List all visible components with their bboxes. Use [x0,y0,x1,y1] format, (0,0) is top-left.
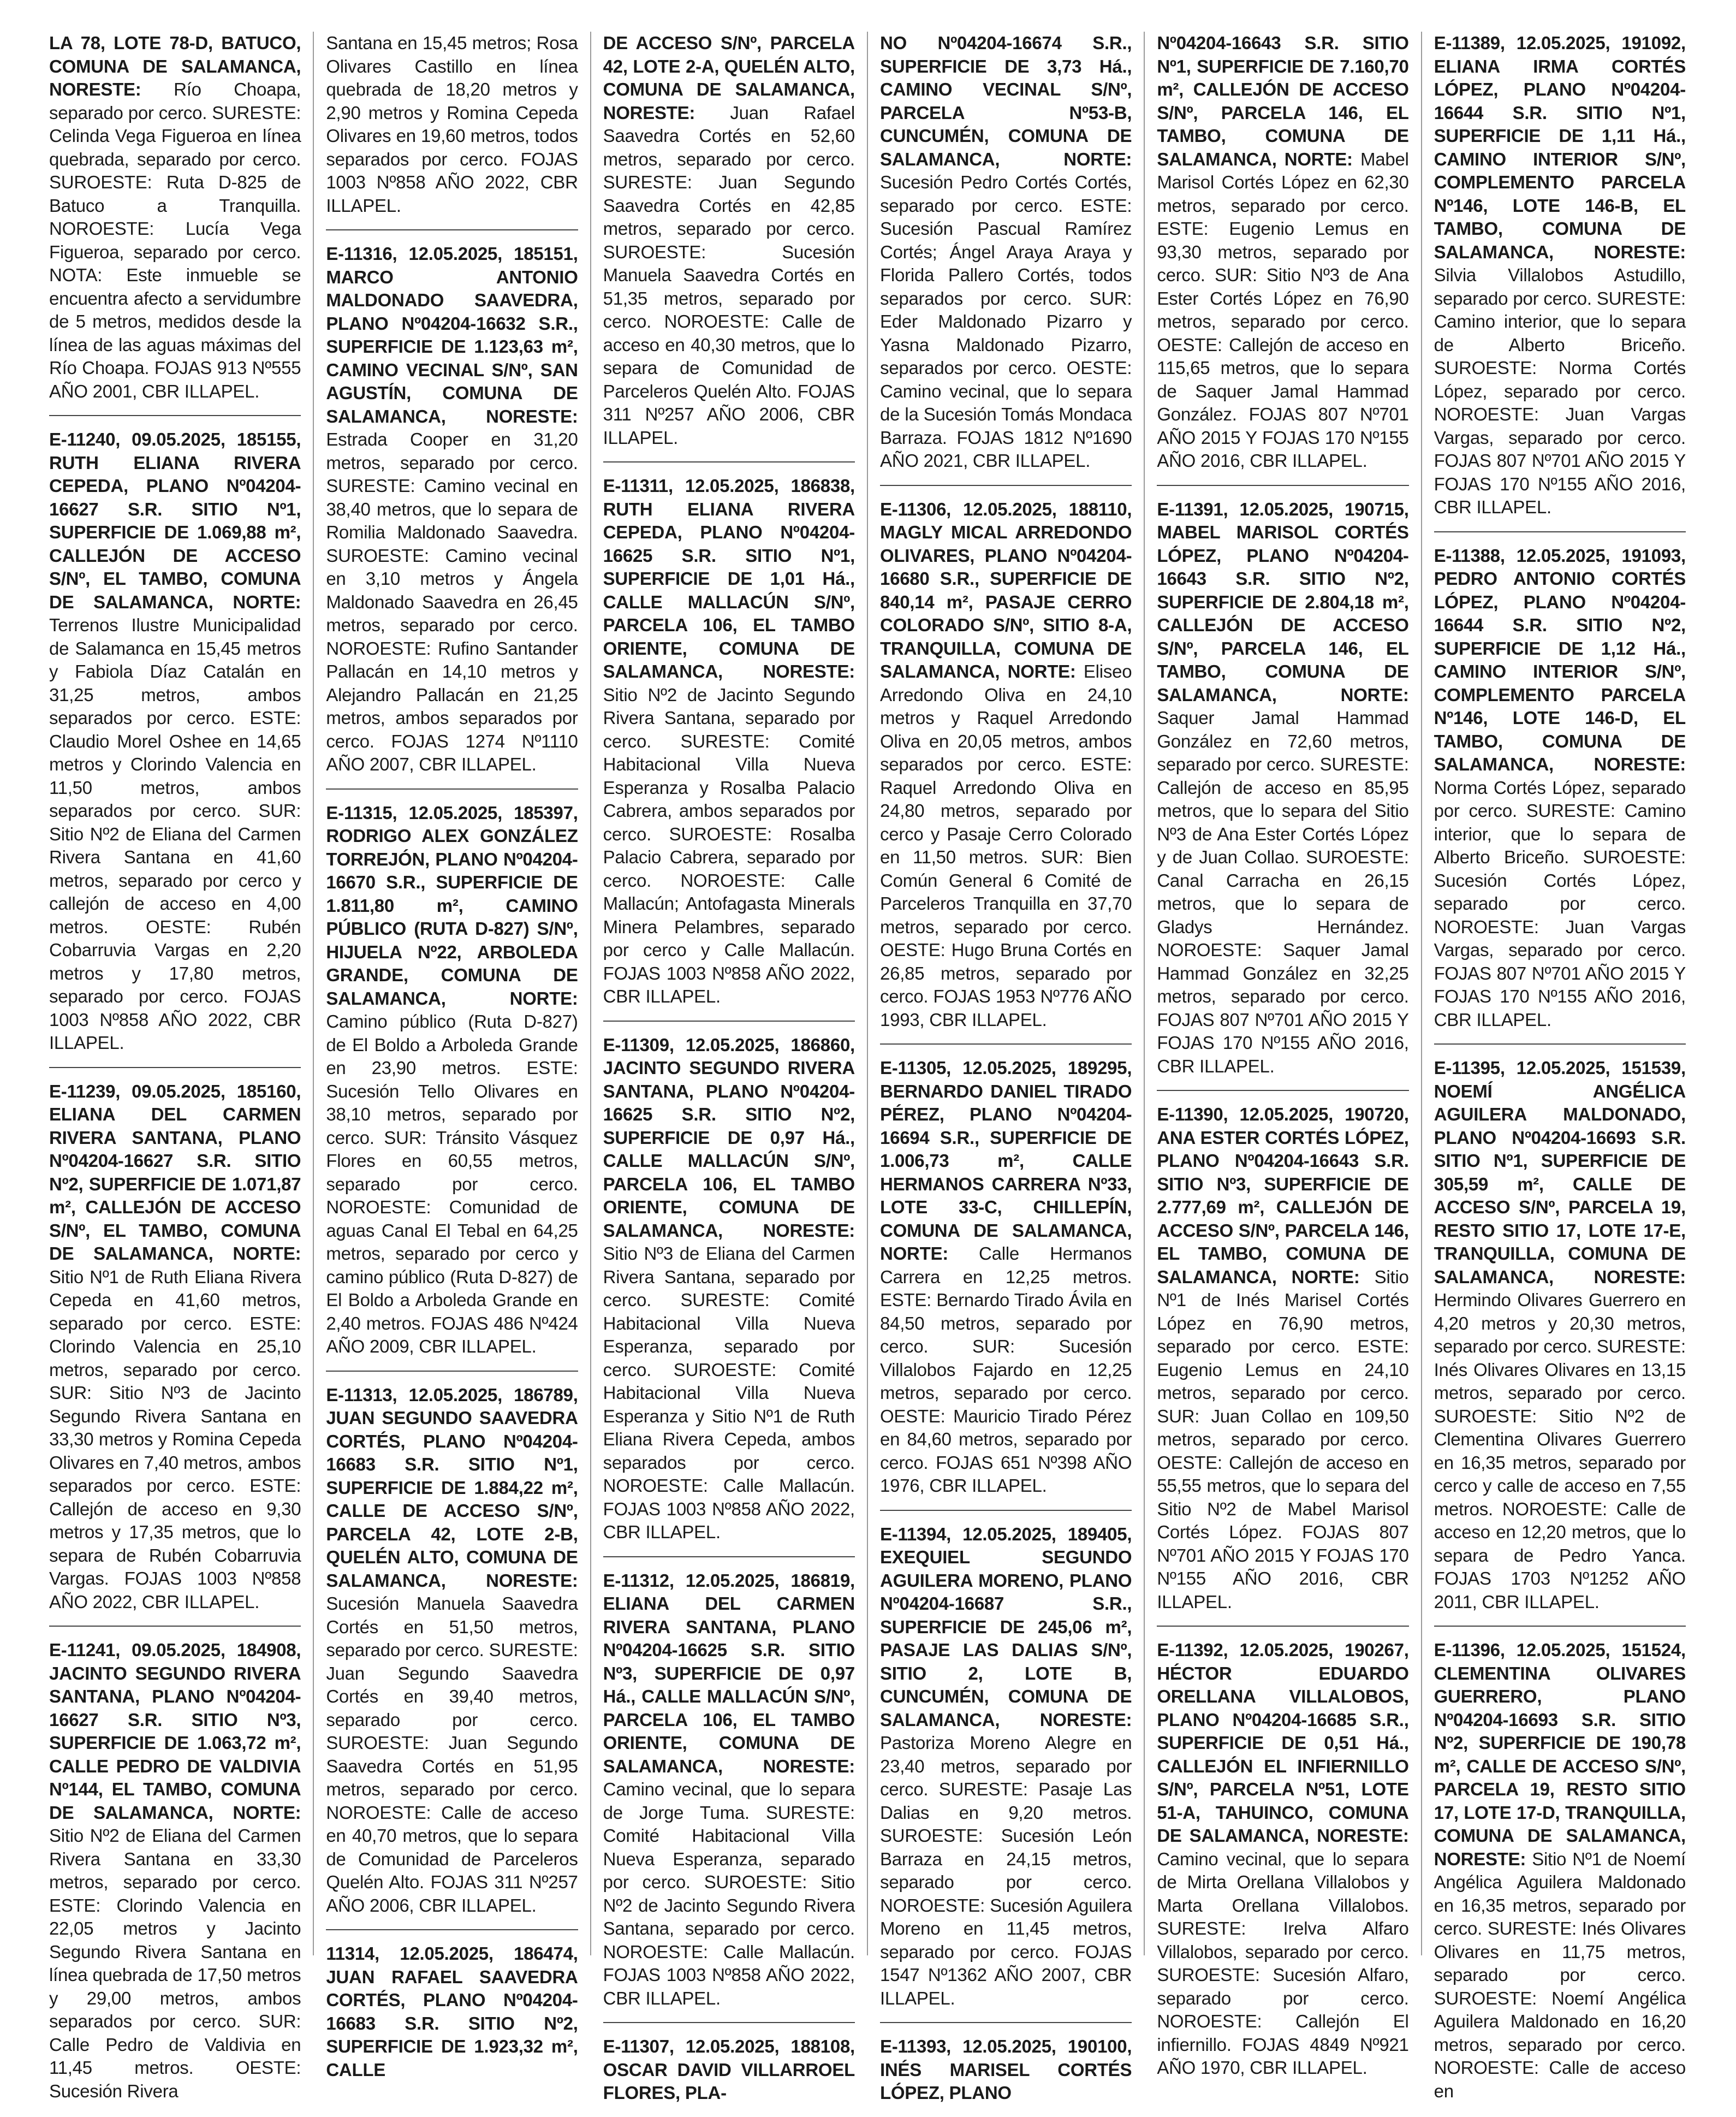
notice-body: Calle Hermanos Carrera en 12,25 metros. ESTE: Bernardo Tirado Ávila en 84,50 metros, separado por cerco. SUR: Sucesión Villalobos Fajardo en 12,25 metros, separado por cerco. OESTE: Mauricio Tirado Pérez en 84,60 metros, separado por cerco. FOJAS 651 Nº398 AÑO 1976, CBR ILLAPEL. [879,1243,1132,1496]
notice-heading: Nº04204-16643 S.R. SITIO Nº1, SUPERFICIE DE 7.160,70 m², CALLEJÓN DE ACCESO S/Nº, PARCELA 146, EL TAMBO, COMUNA DE SALAMANCA, NORTE: [1157,33,1409,169]
notice-body: Sucesión Manuela Saavedra Cortés en 51,50 metros, separado por cerco. SURESTE: Juan Segundo Saavedra Cortés en 39,40 metros, separado por cerco. SUROESTE: Juan Segundo Saavedra Cortés en 51,95 metros, separado por cerco. NOROESTE: Calle de acceso en 40,70 metros, que lo separa de Comunidad de Parceleros Quelén Alto. FOJAS 311 Nº257 AÑO 2006, CBR ILLAPEL. [326,1593,578,1916]
notice-heading: E-11311, 12.05.2025, 186838, RUTH ELIANA RIVERA CEPEDA, PLANO Nº04204-16625 S.R. SITIO Nº1, SUPERFICIE DE 1,01 Há., CALLE MALLACÚN S/Nº, PARCELA 106, EL TAMBO ORIENTE, COMUNA DE SALAMANCA, NORESTE: [603,476,855,681]
notice-body: Eliseo Arredondo Oliva en 24,10 metros y Raquel Arredondo Oliva en 20,05 metros, ambos separados por cerco. ESTE: Raquel Arredondo Oliva en 24,80 metros, separado por cerco y Pasaje Cerro Colorado en 11,50 metros. SUR: Bien Común General 6 Comité de Parceleros Tranquilla en 37,70 metros, separado por cerco. OESTE: Hugo Bruna Cortés en 26,85 metros, separado por cerco. FOJAS 1953 Nº776 AÑO 1993, CBR ILLAPEL. [879,661,1132,1030]
notice-heading: E-11316, 12.05.2025, 185151, MARCO ANTONIO MALDONADO SAAVEDRA, PLANO Nº04204-16632 S.R., SUPERFICIE DE 1.123,63 m², CAMINO VECINAL S/Nº, SAN AGUSTÍN, COMUNA DE SALAMANCA, NORESTE: [326,244,578,426]
notice-heading: E-11239, 09.05.2025, 185160, ELIANA DEL CARMEN RIVERA SANTANA, PLANO Nº04204-16627 S.R. SITIO Nº2, SUPERFICIE DE 1.071,87 m², CALLEJÓN DE ACCESO S/Nº, EL TAMBO, COMUNA DE SALAMANCA, NORTE: [49,1081,301,1264]
notice-entry [603,2035,855,2117]
notice-heading: LA 78, LOTE 78-D, BATUCO, COMUNA DE SALAMANCA, NORESTE: [49,33,301,99]
notice-entry [326,1942,578,2094]
notice-heading: E-11392, 12.05.2025, 190267, HÉCTOR EDUARDO ORELLANA VILLALOBOS, PLANO Nº04204-16685 S.R., SUPERFICIE DE 0,51 Há., CALLEJÓN EL INFIERNILLO S/Nº, PARCELA Nº51, LOTE 51-A, TAHUINCO, COMUNA DE SALAMANCA, NORESTE: [1157,1640,1409,1846]
notice-entry [1157,498,1408,1092]
notice-body: Saquer Jamal Hammad González en 72,60 metros, separado por cerco. SURESTE: Callejón de acceso en 85,95 metros, que lo separa del Sitio Nº3 de Ana Ester Cortés López y de Juan Collao. SUROESTE: Canal Carracha en 26,15 metros, que lo separa de Gladys Hernández. NOROESTE: Saquer Jamal Hammad González en 32,25 metros, separado por cerco. FOJAS 807 Nº701 AÑO 2015 Y FOJAS 170 Nº155 AÑO 2016, CBR ILLAPEL. [1157,708,1409,1076]
notice-entry [1157,1103,1408,1627]
notice-body: Sitio Nº2 de Eliana del Carmen Rivera Santana en 33,30 metros, separado por cerco. ESTE: Clorindo Valencia en 22,05 metros y Jacinto Segundo Rivera Santana en línea quebrada de 17,50 metros y 29,00 metros, ambos separados por cerco. SUR: Calle Pedro de Valdivia en 11,45 metros. OESTE: Sucesión Rivera [49,1825,301,2101]
notice-heading: 11314, 12.05.2025, 186474, JUAN RAFAEL SAAVEDRA CORTÉS, PLANO Nº04204-16683 S.R. SITIO Nº2, SUPERFICIE DE 1.923,32 m², CALLE [326,1943,578,2080]
notice-body: Estrada Cooper en 31,20 metros, separado por cerco. SURESTE: Camino vecinal en 38,40 metros, que lo separa de Romilia Maldonado Saavedra. SUROESTE: Camino vecinal en 3,10 metros y Ángela Maldonado Saavedra en 26,45 metros, separado por cerco. NOROESTE: Rufino Santander Pallacán en 14,10 metros y Alejandro Pallacán en 21,25 metros, ambos separados por cerco. FOJAS 1274 Nº1110 AÑO 2007, CBR ILLAPEL. [326,429,578,774]
notice-entry [1434,32,1686,532]
notice-heading: E-11396, 12.05.2025, 151524, CLEMENTINA OLIVARES GUERRERO, PLANO Nº04204-16693 S.R. SITIO Nº2, SUPERFICIE DE 190,78 m², CALLE DE ACCESO S/Nº, PARCELA 19, RESTO SITIO 17, LOTE 17-D, TRANQUILLA, COMUNA DE SALAMANCA, NORESTE: [1434,1640,1686,1869]
notice-heading: E-11241, 09.05.2025, 184908, JACINTO SEGUNDO RIVERA SANTANA, PLANO Nº04204-16627 S.R. SITIO Nº3, SUPERFICIE DE 1.063,72 m², CALLE PEDRO DE VALDIVIA Nº144, EL TAMBO, COMUNA DE SALAMANCA, NORTE: [49,1640,301,1823]
notice-body: Camino público (Ruta D-827) de El Boldo a Arboleda Grande en 23,90 metros. ESTE: Sucesión Tello Olivares en 38,10 metros, separado por cerco. SUR: Tránsito Vásquez Flores en 60,55 metros, separado por cerco. NOROESTE: Comunidad de aguas Canal El Tebal en 64,25 metros, separado por cerco y camino público (Ruta D-827) de El Boldo a Arboleda Grande en 2,40 metros. FOJAS 486 Nº424 AÑO 2009, CBR ILLAPEL. [326,1011,578,1356]
column-5 [1145,32,1422,2078]
notice-entry [603,1034,855,1557]
notice-heading: E-11307, 12.05.2025, 188108, OSCAR DAVID VILLARROEL FLORES, PLA- [603,2036,855,2103]
notice-body: Camino vecinal, que lo separa de Mirta Orellana Villalobos y Marta Orellana Villalobos. SURESTE: Irelva Alfaro Villalobos, separado por cerco. SUROESTE: Sucesión Alfaro, separado por cerco. NOROESTE: Callejón El infiernillo. FOJAS 4849 Nº921 AÑO 1970, CBR ILLAPEL. [1157,1848,1409,2078]
column-2 [314,32,591,2080]
notice-body: Hermindo Olivares Guerrero en 4,20 metros y 20,30 metros, separado por cerco. SURESTE: Inés Olivares Olivares en 13,15 metros, separado por cerco. SUROESTE: Sitio Nº2 de Clementina Olivares Guerrero en 16,35 metros, separado por cerco y calle de acceso en 7,55 metros. NOROESTE: Calle de acceso en 12,20 metros, que lo separa de Pedro Yanca. FOJAS 1703 Nº1252 AÑO 2011, CBR ILLAPEL. [1434,1290,1686,1612]
column-4 [868,32,1145,2103]
notice-entry [49,1639,301,2115]
notice-heading: E-11315, 12.05.2025, 185397, RODRIGO ALEX GONZÁLEZ TORREJÓN, PLANO Nº04204-16670 S.R., SUPERFICIE DE 1.811,80 m², CAMINO PÚBLICO (RUTA D-827) S/Nº, HIJUELA Nº22, ARBOLEDA GRANDE, COMUNA DE SALAMANCA, NORTE: [326,802,578,1009]
notice-heading: E-11388, 12.05.2025, 191093, PEDRO ANTONIO CORTÉS LÓPEZ, PLANO Nº04204-16644 S.R. SITIO Nº2, SUPERFICIE DE 1,12 Há., CAMINO INTERIOR S/Nº, COMPLEMENTO PARCELA Nº146, LOTE 146-D, EL TAMBO, COMUNA DE SALAMANCA, NORESTE: [1434,545,1686,774]
notice-body: Camino vecinal, que lo separa de Jorge Tuma. SURESTE: Comité Habitacional Villa Nueva Esperanza, separado por cerco. SUROESTE: Sitio Nº2 de Jacinto Segundo Rivera Santana, separado por cerco. NOROESTE: Calle Mallacún. FOJAS 1003 Nº858 AÑO 2022, CBR ILLAPEL. [603,1779,855,2008]
notice-body: Sitio Nº1 de Noemí Angélica Aguilera Maldonado en 16,35 metros, separado por cerco. SURESTE: Inés Olivares Olivares en 11,75 metros, separado por cerco. SUROESTE: Noemí Angélica Aguilera Maldonado en 16,20 metros, separado por cerco. NOROESTE: Calle de acceso en [1434,1848,1686,2101]
column-3 [591,32,868,2103]
notice-body: Juan Rafael Saavedra Cortés en 52,60 metros, separado por cerco. SURESTE: Juan Segundo Saavedra Cortés en 42,85 metros, separado por cerco. SUROESTE: Sucesión Manuela Saavedra Cortés en 51,35 metros, separado por cerco. NOROESTE: Calle de acceso en 40,30 metros, que lo separa de Comunidad de Parceleros Quelén Alto. FOJAS 311 Nº257 AÑO 2006, CBR ILLAPEL. [603,102,855,448]
notice-body: Pastoriza Moreno Alegre en 23,40 metros, separado por cerco. SURESTE: Pasaje Las Dalias en 9,20 metros. SUROESTE: Sucesión León Barraza en 24,15 metros, separado por cerco. NOROESTE: Sucesión Aguilera Moreno en 11,45 metros, separado por cerco. FOJAS 1547 Nº1362 AÑO 2007, CBR ILLAPEL. [879,1733,1132,2008]
notice-entry [49,1080,301,1627]
notice-heading: E-11240, 09.05.2025, 185155, RUTH ELIANA RIVERA CEPEDA, PLANO Nº04204-16627 S.R. SITIO Nº1, SUPERFICIE DE 1.069,88 m², CALLEJÓN DE ACCESO S/Nº, EL TAMBO, COMUNA DE SALAMANCA, NORTE: [49,429,301,612]
notice-heading: E-11393, 12.05.2025, 190100, INÉS MARISEL CORTÉS LÓPEZ, PLANO [879,2036,1132,2103]
notice-entry [603,1569,855,2024]
notice-entry [880,2035,1132,2117]
notice-heading: E-11394, 12.05.2025, 189405, EXEQUIEL SEGUNDO AGUILERA MORENO, PLANO Nº04204-16687 S.R., SUPERFICIE DE 245,06 m², PASAJE LAS DALIAS S/Nº, SITIO 2, LOTE B, CUNCUMÉN, COMUNA DE SALAMANCA, NORESTE: [879,1523,1132,1730]
notice-heading: E-11395, 12.05.2025, 151539, NOEMÍ ANGÉLICA AGUILERA MALDONADO, PLANO Nº04204-16693 S.R. SITIO Nº1, SUPERFICIE DE 305,59 m², CALLE DE ACCESO S/Nº, PARCELA 19, RESTO SITIO 17, LOTE 17-E, TRANQUILLA, COMUNA DE SALAMANCA, NORESTE: [1434,1058,1686,1287]
notice-heading: E-11309, 12.05.2025, 186860, JACINTO SEGUNDO RIVERA SANTANA, PLANO Nº04204-16625 S.R. SITIO Nº2, SUPERFICIE DE 0,97 Há., CALLE MALLACÚN S/Nº, PARCELA 106, EL TAMBO ORIENTE, COMUNA DE SALAMANCA, NORESTE: [603,1034,855,1241]
notice-body: Sitio Nº2 de Jacinto Segundo Rivera Santana, separado por cerco. SURESTE: Comité Habitacional Villa Nueva Esperanza y Rosalba Palacio Cabrera, ambos separados por cerco. SUROESTE: Rosalba Palacio Cabrera, separado por cerco. NOROESTE: Calle Mallacún; Antofagasta Minerals Minera Pelambres, separado por cerco y Calle Mallacún. FOJAS 1003 Nº858 AÑO 2022, CBR ILLAPEL. [603,684,855,1006]
notice-body: Terrenos Ilustre Municipalidad de Salamanca en 15,45 metros y Fabiola Díaz Catalán en 31,25 metros, ambos separados por cerco. ESTE: Claudio Morel Oshee en 14,65 metros y Clorindo Valencia en 11,50 metros, ambos separados por cerco. SUR: Sitio Nº2 de Eliana del Carmen Rivera Santana en 41,60 metros, separado por cerco y callejón de acceso en 4,00 metros. OESTE: Rubén Cobarruvia Vargas en 2,20 metros y 17,80 metros, separado por cerco. FOJAS 1003 Nº858 AÑO 2022, CBR ILLAPEL. [49,615,301,1053]
notice-heading: E-11313, 12.05.2025, 186789, JUAN SEGUNDO SAAVEDRA CORTÉS, PLANO Nº04204-16683 S.R. SITIO Nº1, SUPERFICIE DE 1.884,22 m², CALLE DE ACCESO S/Nº, PARCELA 42, LOTE 2-B, QUELÉN ALTO, COMUNA DE SALAMANCA, NORESTE: [326,1384,578,1591]
notice-body: Santana en 15,45 metros; Rosa Olivares Castillo en línea quebrada de 18,20 metros y 2,90 metros y Romina Cepeda Olivares en 19,60 metros, todos separados por cerco. FOJAS 1003 Nº858 AÑO 2022, CBR ILLAPEL. [326,33,578,216]
notice-body: Río Choapa, separado por cerco. SURESTE: Celinda Vega Figueroa en línea quebrada, separado por cerco. SUROESTE: Ruta D-825 de Batuco a Tranquilla. NOROESTE: Lucía Vega Figueroa, separado por cerco. NOTA: Este inmueble se encuentra afecto a servidumbre de 5 metros, medidos desde la línea de las aguas máximas del Río Choapa. FOJAS 913 Nº555 AÑO 2001, CBR ILLAPEL. [49,79,301,401]
notice-columns [37,32,1698,2103]
notice-entry [880,32,1132,486]
column-1 [37,32,314,2101]
notice-body: Sitio Nº1 de Ruth Eliana Rivera Cepeda en 41,60 metros, separado por cerco. ESTE: Clorindo Valencia en 25,10 metros, separado por cerco. SUR: Sitio Nº3 de Jacinto Segundo Rivera Santana en 33,30 metros y Romina Cepeda Olivares en 7,40 metros, ambos separados por cerco. ESTE: Callejón de acceso en 9,30 metros y 17,35 metros, que lo separa de Rubén Cobarruvia Vargas. FOJAS 1003 Nº858 AÑO 2022, CBR ILLAPEL. [49,1266,301,1612]
notice-heading: E-11391, 12.05.2025, 190715, MABEL MARISOL CORTÉS LÓPEZ, PLANO Nº04204-16643 S.R. SITIO Nº2, SUPERFICIE DE 2.804,18 m², CALLEJÓN DE ACCESO S/Nº, PARCELA 146, EL TAMBO, COMUNA DE SALAMANCA, NORTE: [1157,499,1409,705]
notice-entry [1434,1057,1686,1627]
notice-entry [880,498,1132,1045]
notice-entry [326,802,578,1372]
notice-body: Sitio Nº1 de Inés Marisel Cortés López en 76,90 metros, separado por cerco. ESTE: Eugenio Lemus en 24,10 metros, separado por cerco. SUR: Juan Collao en 109,50 metros, separado por cerco. OESTE: Callejón de acceso en 55,55 metros, que lo separa del Sitio Nº2 de Mabel Marisol Cortés López. FOJAS 807 Nº701 AÑO 2015 Y FOJAS 170 Nº155 AÑO 2016, CBR ILLAPEL. [1157,1266,1409,1612]
notice-body: Mabel Marisol Cortés López en 62,30 metros, separado por cerco. ESTE: Eugenio Lemus en 93,30 metros, separado por cerco. SUR: Sitio Nº3 de Ana Ester Cortés López en 76,90 metros, separado por cerco. OESTE: Callejón de acceso en 115,65 metros, que lo separa de Saquer Jamal Hammad González. FOJAS 807 Nº701 AÑO 2015 Y FOJAS 170 Nº155 AÑO 2016, CBR ILLAPEL. [1157,149,1409,471]
notice-heading: E-11312, 12.05.2025, 186819, ELIANA DEL CARMEN RIVERA SANTANA, PLANO Nº04204-16625 S.R. SITIO Nº3, SUPERFICIE DE 0,97 Há., CALLE MALLACÚN S/Nº, PARCELA 106, EL TAMBO ORIENTE, COMUNA DE SALAMANCA, NORESTE: [603,1570,855,1776]
notice-body: Silvia Villalobos Astudillo, separado por cerco. SURESTE: Camino interior, que lo separa de Alberto Briceño. SUROESTE: Norma Cortés López, separado por cerco. NOROESTE: Juan Vargas Vargas, separado por cerco. FOJAS 807 Nº701 AÑO 2015 Y FOJAS 170 Nº155 AÑO 2016, CBR ILLAPEL. [1434,265,1686,517]
notice-entry [1157,32,1408,486]
notice-entry [1434,544,1686,1045]
notice-entry [880,1057,1132,1511]
notice-entry [326,242,578,790]
notice-body: Norma Cortés López, separado por cerco. SURESTE: Camino interior, que lo separa de Alberto Briceño. SUROESTE: Sucesión Cortés López, separado por cerco. NOROESTE: Juan Vargas Vargas, separado por cerco. FOJAS 807 Nº701 AÑO 2015 Y FOJAS 170 Nº155 AÑO 2016, CBR ILLAPEL. [1434,777,1686,1030]
notice-heading: E-11305, 12.05.2025, 189295, BERNARDO DANIEL TIRADO PÉREZ, PLANO Nº04204-16694 S.R., SUPERFICIE DE 1.006,73 m², CALLE HERMANOS CARRERA Nº33, LOTE 33-C, CHILLEPÍN, COMUNA DE SALAMANCA, NORTE: [879,1058,1132,1264]
notice-heading: NO Nº04204-16674 S.R., SUPERFICIE DE 3,73 Há., CAMINO VECINAL S/Nº, PARCELA Nº53-B, CUNCUMÉN, COMUNA DE SALAMANCA, NORTE: [879,33,1132,169]
column-6 [1422,32,1698,2101]
notice-heading: E-11389, 12.05.2025, 191092, ELIANA IRMA CORTÉS LÓPEZ, PLANO Nº04204-16644 S.R. SITIO Nº1, SUPERFICIE DE 1,11 Há., CAMINO INTERIOR S/Nº, COMPLEMENTO PARCELA Nº146, LOTE 146-B, EL TAMBO, COMUNA DE SALAMANCA, NORESTE: [1434,33,1686,262]
notice-entry [49,428,301,1068]
notice-entry [880,1523,1132,2024]
notice-entry [1157,1639,1408,2092]
notice-entry [1434,1639,1686,2115]
notice-entry [603,475,855,1022]
notice-entry [603,32,855,462]
notice-entry [49,32,301,416]
notice-body: Sitio Nº3 de Eliana del Carmen Rivera Santana, separado por cerco. SURESTE: Comité Habitacional Villa Nueva Esperanza, separado por cerco. SUROESTE: Comité Habitacional Villa Nueva Esperanza y Sitio Nº1 de Ruth Eliana Rivera Cepeda, ambos separados por cerco. NOROESTE: Calle Mallacún. FOJAS 1003 Nº858 AÑO 2022, CBR ILLAPEL. [603,1243,855,1542]
notice-entry [326,32,578,230]
notice-body: Sucesión Pedro Cortés Cortés, separado por cerco. ESTE: Sucesión Pascual Ramírez Cortés; Ángel Araya Araya y Florida Pallero Cortés, todos separados por cerco. SUR: Eder Maldonado Pizarro y Yasna Maldonado Pizarro, separados por cerco. OESTE: Camino vecinal, que lo separa de la Sucesión Tomás Mondaca Barraza. FOJAS 1812 Nº1690 AÑO 2021, CBR ILLAPEL. [879,172,1132,471]
notice-heading: E-11306, 12.05.2025, 188110, MAGLY MICAL ARREDONDO OLIVARES, PLANO Nº04204-16680 S.R., SUPERFICIE DE 840,14 m², PASAJE CERRO COLORADO S/Nº, SITIO 8-A, TRANQUILLA, COMUNA DE SALAMANCA, NORTE: [879,499,1132,681]
notice-heading: DE ACCESO S/Nº, PARCELA 42, LOTE 2-A, QUELÉN ALTO, COMUNA DE SALAMANCA, NORESTE: [603,33,855,123]
notice-entry [326,1384,578,1931]
notice-heading: E-11390, 12.05.2025, 190720, ANA ESTER CORTÉS LÓPEZ, PLANO Nº04204-16643 S.R. SITIO Nº3, SUPERFICIE DE 2.777,69 m², CALLEJÓN DE ACCESO S/Nº, PARCELA 146, EL TAMBO, COMUNA DE SALAMANCA, NORTE: [1157,1104,1409,1287]
